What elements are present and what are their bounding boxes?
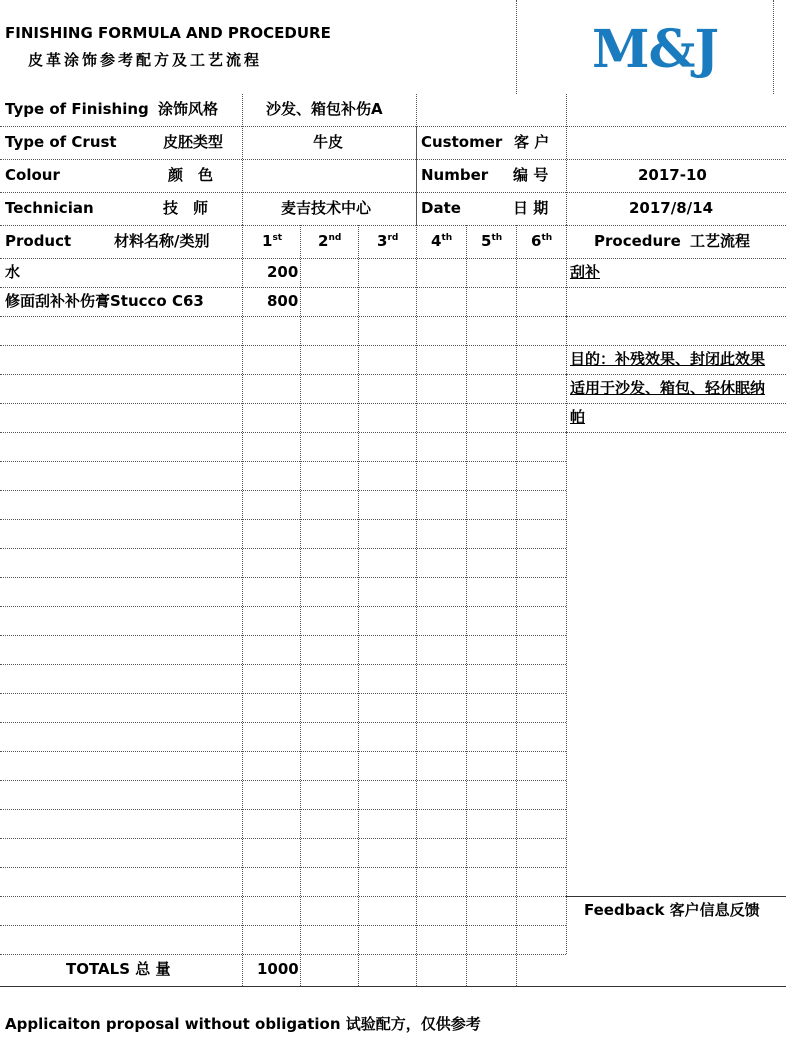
- procedure-line: 刮补: [570, 263, 601, 281]
- grid-line: [0, 225, 786, 226]
- grid-line: [0, 258, 786, 259]
- grid-line: [0, 867, 566, 868]
- grid-line: [0, 722, 566, 723]
- grid-line: [566, 225, 567, 954]
- type-of-finishing-value: 沙发、箱包补伤A: [266, 100, 383, 118]
- document-title: FINISHING FORMULA AND PROCEDURE: [5, 24, 331, 42]
- technician-label: Technician: [5, 199, 94, 217]
- product-header: Product: [5, 232, 72, 250]
- feedback-label: Feedback 客户信息反馈: [584, 901, 760, 919]
- table-row-first: 200: [267, 263, 299, 281]
- type-of-finishing-cn: 涂饰风格: [158, 100, 219, 118]
- grid-line: [0, 780, 566, 781]
- grid-line: [516, 225, 517, 986]
- totals-label: TOTALS 总 量: [66, 960, 171, 978]
- column-header-1: 1st: [262, 232, 283, 250]
- colour-label: Colour: [5, 166, 60, 184]
- grid-line: [0, 664, 566, 665]
- grid-line: [566, 287, 786, 288]
- technician-cn: 技 师: [163, 199, 209, 217]
- procedure-line: 适用于沙发、箱包、轻休眠纳: [570, 379, 766, 397]
- type-of-crust-cn: 皮胚类型: [163, 133, 224, 151]
- grid-line: [0, 606, 566, 607]
- type-of-finishing-label: Type of Finishing: [5, 100, 149, 118]
- grid-line: [566, 345, 786, 346]
- grid-line: [466, 225, 467, 986]
- grid-line: [0, 287, 566, 288]
- grid-line: [0, 316, 566, 317]
- column-header-3: 3rd: [377, 232, 399, 250]
- grid-line: [242, 94, 243, 225]
- column-header-6: 6th: [531, 232, 553, 250]
- date-cn: 日 期: [513, 199, 549, 217]
- grid-line: [0, 126, 786, 127]
- grid-line: [0, 345, 566, 346]
- document-subtitle: 皮革涂饰参考配方及工艺流程: [28, 51, 263, 69]
- product-header-cn: 材料名称/类别: [114, 232, 210, 250]
- feedback-divider: [566, 896, 786, 897]
- procedure-header: Procedure: [594, 232, 681, 250]
- type-of-crust-value: 牛皮: [313, 133, 344, 151]
- grid-line: [0, 635, 566, 636]
- grid-line: [0, 577, 566, 578]
- totals-divider: [0, 986, 786, 987]
- grid-line: [0, 461, 566, 462]
- procedure-header-cn: 工艺流程: [690, 232, 751, 250]
- date-value: 2017/8/14: [629, 199, 714, 217]
- column-header-2: 2nd: [318, 232, 342, 250]
- grid-line: [0, 490, 566, 491]
- grid-line: [566, 316, 786, 317]
- customer-label: Customer: [421, 133, 503, 151]
- grid-line: [0, 838, 566, 839]
- grid-line: [773, 0, 774, 94]
- procedure-line: 帕: [570, 408, 586, 426]
- grid-line: [566, 432, 786, 433]
- customer-cn: 客 户: [514, 133, 550, 151]
- number-cn: 编 号: [513, 166, 549, 184]
- table-row-first: 800: [267, 292, 299, 310]
- number-value: 2017-10: [638, 166, 707, 184]
- totals-value: 1000: [257, 960, 299, 978]
- grid-line: [242, 225, 243, 986]
- column-header-4: 4th: [431, 232, 453, 250]
- grid-line: [0, 548, 566, 549]
- technician-value: 麦吉技术中心: [281, 199, 372, 217]
- grid-line: [0, 159, 786, 160]
- grid-line: [0, 374, 566, 375]
- grid-line: [0, 925, 566, 926]
- colour-cn: 颜 色: [168, 166, 214, 184]
- grid-line: [0, 192, 786, 193]
- footer-note: Applicaiton proposal without obligation 试验配方，仅供参考: [5, 1015, 481, 1033]
- grid-line: [0, 751, 566, 752]
- table-row-product: 修面刮补补伤膏Stucco C63: [5, 292, 204, 310]
- date-label: Date: [421, 199, 461, 217]
- grid-line: [300, 225, 301, 986]
- grid-line: [516, 0, 517, 94]
- procedure-line: 目的：补残效果、封闭此效果: [570, 350, 766, 368]
- grid-line: [566, 403, 786, 404]
- grid-line: [0, 809, 566, 810]
- grid-line: [0, 403, 566, 404]
- grid-line: [358, 225, 359, 986]
- type-of-crust-label: Type of Crust: [5, 133, 117, 151]
- column-header-5: 5th: [481, 232, 503, 250]
- grid-line: [0, 432, 566, 433]
- number-label: Number: [421, 166, 489, 184]
- brand-logo: M&J: [592, 19, 719, 80]
- table-row-product: 水: [5, 263, 21, 281]
- grid-line: [0, 954, 566, 955]
- grid-line: [0, 519, 566, 520]
- grid-line: [0, 693, 566, 694]
- grid-line: [566, 94, 567, 225]
- grid-line: [566, 374, 786, 375]
- grid-line: [416, 225, 417, 986]
- grid-line: [0, 896, 566, 897]
